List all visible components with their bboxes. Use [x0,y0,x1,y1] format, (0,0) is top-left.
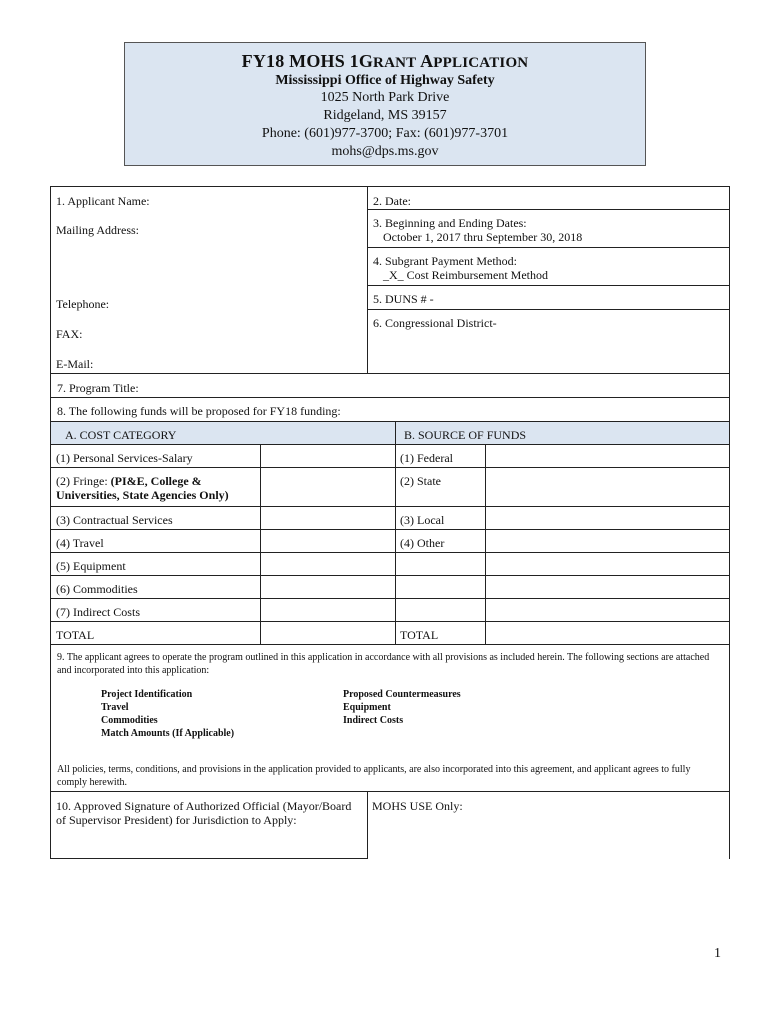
dates-label: 3. Beginning and Ending Dates: [373,216,527,230]
applicant-info[interactable] [50,186,367,374]
cost-row-7-label: (7) Indirect Costs [56,605,140,619]
agreement-intro-text: 9. The applicant agrees to operate the program outlined in this application in accordance with all provisions as included herein. The following sections are attached and incorporated into this application: [57,652,710,676]
district-label: 6. Congressional District- [373,316,497,330]
cost-amount-2[interactable] [260,467,396,507]
cost-total-amount[interactable] [260,621,396,645]
title-word2-rest: PPLICATION [433,55,529,71]
mohs-use-label: MOHS USE Only: [372,799,463,813]
dates-value: October 1, 2017 thru September 30, 2018 [383,230,583,244]
source-row-2 [395,467,486,507]
cost-row-4-label: (4) Travel [56,536,104,550]
address-line-1: 1025 North Park Drive [320,90,450,105]
section-item: Indirect Costs [343,715,404,726]
section-item: Travel [101,702,129,713]
cost-row-3 [50,506,261,530]
payment-value-line [383,268,548,282]
mailing-address-label: Mailing Address: [56,223,139,237]
date-field[interactable] [367,186,730,210]
cost-amount-1[interactable] [260,444,396,468]
applicant-name-label: 1. Applicant Name: [56,194,150,208]
source-amount-6[interactable] [485,575,730,599]
section-item: Proposed Countermeasures [343,689,461,700]
cost-amount-3[interactable] [260,506,396,530]
source-row-1-label: (1) Federal [400,451,453,465]
source-row-7 [395,598,486,622]
cost-row-1 [50,444,261,468]
source-row-6 [395,575,486,599]
cost-row-2 [50,467,261,507]
cost-category-header [50,421,396,445]
program-title-field[interactable] [50,373,730,398]
header-email: mohs@dps.ms.gov [331,144,439,159]
cost-total-row [50,621,261,645]
source-amount-7[interactable] [485,598,730,622]
section-item: Project Identification [101,689,193,700]
organization-name: Mississippi Office of Highway Safety [275,73,495,88]
source-row-1 [395,444,486,468]
source-row-3 [395,506,486,530]
payment-label: 4. Subgrant Payment Method: [373,254,517,268]
source-total-label: TOTAL [400,628,439,642]
source-amount-4[interactable] [485,529,730,553]
cost-total-label: TOTAL [56,628,95,642]
payment-value: Cost Reimbursement Method [406,268,548,282]
section-item: Commodities [101,715,158,726]
fringe-note: (PI&E, College & Universities, State Agencies Only) [56,474,229,502]
cost-amount-7[interactable] [260,598,396,622]
duns-label: 5. DUNS # - [373,292,434,306]
source-of-funds-header-text: B. SOURCE OF FUNDS [404,428,527,442]
address-line-2: Ridgeland, MS 39157 [323,108,447,123]
program-title-label: 7. Program Title: [57,381,139,395]
dates-field[interactable] [367,210,730,248]
source-row-2-label: (2) State [400,474,441,488]
source-amount-3[interactable] [485,506,730,530]
cost-row-1-label: (1) Personal Services-Salary [56,451,193,465]
telephone-label: Telephone: [56,297,110,311]
cost-row-5 [50,552,261,576]
fringe-label: (2) Fringe: [56,474,111,488]
signature-label: 10. Approved Signature of Authorized Official (Mayor/Board of Supervisor President) for Jurisdiction to Apply: [56,799,352,827]
source-row-4 [395,529,486,553]
sections-right [343,688,461,727]
funds-label: 8. The following funds will be proposed for FY18 funding: [57,404,341,418]
payment-mark: _X_ [383,268,404,282]
header-box [124,42,646,166]
section-item: Equipment [343,702,391,713]
mohs-use-field [367,791,730,859]
sections-left [101,688,234,740]
cost-amount-5[interactable] [260,552,396,576]
form-title [125,51,645,72]
cost-row-6 [50,575,261,599]
page-number: 1 [714,946,721,961]
agreement-closing: All policies, terms, conditions, and provisions in the application provided to applicants, are also incorporated into this agreement, and applicant agrees to fully comply herewith. [57,764,691,788]
phone-fax: Phone: (601)977-3700; Fax: (601)977-3701 [261,126,509,141]
title-word1-rest: RANT [373,55,417,71]
agreement-section [50,644,730,792]
agreement-intro [57,651,721,677]
source-total-row [395,621,486,645]
email-label: E-Mail: [56,357,94,371]
source-of-funds-header [395,421,730,445]
duns-field[interactable] [367,286,730,310]
cost-row-7 [50,598,261,622]
cost-row-2-label [56,474,256,502]
section-item: Match Amounts (If Applicable) [101,728,235,739]
source-amount-5[interactable] [485,552,730,576]
source-amount-2[interactable] [485,467,730,507]
fax-label: FAX: [56,327,83,341]
cost-amount-6[interactable] [260,575,396,599]
payment-method-field[interactable] [367,248,730,286]
title-word2-first: A [420,51,434,71]
funds-label-row [50,397,730,422]
source-row-5 [395,552,486,576]
district-field[interactable] [367,310,730,374]
title-word1-first: G [358,51,374,71]
source-row-4-label: (4) Other [400,536,445,550]
cost-row-6-label: (6) Commodities [56,582,138,596]
cost-row-3-label: (3) Contractual Services [56,513,173,527]
source-row-3-label: (3) Local [400,513,445,527]
source-total-amount[interactable] [485,621,730,645]
title-prefix: FY18 MOHS 1 [241,51,359,71]
source-amount-1[interactable] [485,444,730,468]
cost-row-5-label: (5) Equipment [56,559,126,573]
date-label: 2. Date: [373,194,411,208]
cost-category-header-text: A. COST CATEGORY [65,428,177,442]
cost-row-4 [50,529,261,553]
cost-amount-4[interactable] [260,529,396,553]
signature-field[interactable] [50,791,368,859]
